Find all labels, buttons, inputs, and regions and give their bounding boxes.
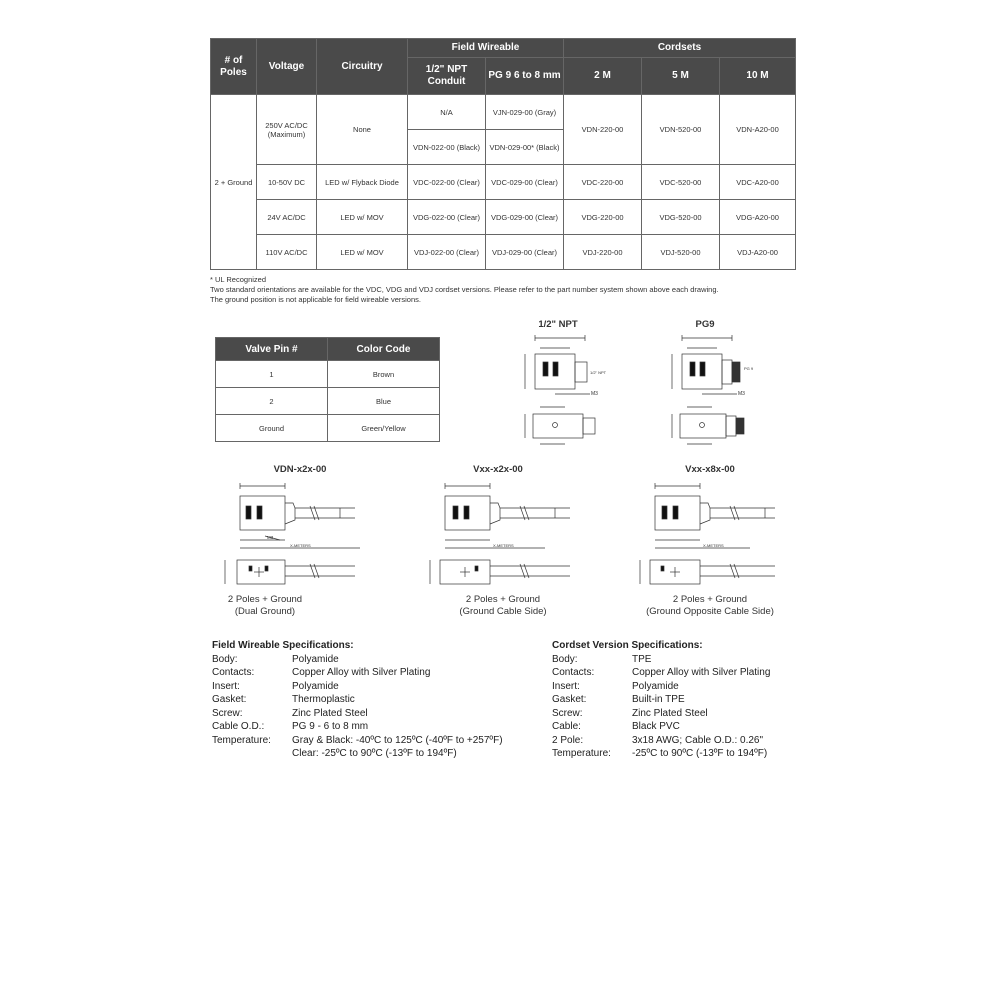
npt-cell: VDN-022-00 (Black)	[408, 130, 486, 165]
spec-value: Gray & Black: -40ºC to 125ºC (-40ºF to +257ºF)	[292, 734, 503, 746]
spec-key: Cable O.D.:	[212, 721, 265, 732]
spec-value: Polyamide	[292, 680, 339, 692]
caption-line: (Dual Ground)	[234, 606, 296, 617]
header-field-wireable: Field Wireable	[408, 39, 564, 58]
spec-key: Contacts:	[552, 667, 595, 678]
cordset-specs-title: Cordset Version Specifications:	[552, 640, 703, 651]
spec-value: TPE	[632, 653, 652, 665]
ground-opposite-side-drawing	[635, 478, 785, 593]
pg9-cell: VDC-029-00 (Clear)	[486, 165, 564, 200]
cordset-10m-cell: VDC-A20-00	[720, 165, 796, 200]
spec-key: Temperature:	[212, 734, 271, 746]
table-notes	[210, 275, 810, 305]
spec-key	[212, 747, 292, 761]
cordset-2m-cell: VDC-220-00	[564, 165, 642, 200]
npt-cell: VDC-022-00 (Clear)	[408, 165, 486, 200]
spec-key: Screw:	[212, 707, 243, 719]
m3-label: M3	[591, 391, 598, 397]
pin-number: 1	[216, 361, 328, 388]
spec-key: Gasket:	[552, 694, 587, 705]
pg9-cell: VJN-029-00 (Gray)	[486, 95, 564, 130]
npt-cell: VDG-022-00 (Clear)	[408, 200, 486, 235]
npt-drawing-title: 1/2" NPT	[538, 319, 578, 330]
pg9-cell: VDN-029-00* (Black)	[486, 130, 564, 165]
m3-label: M3	[267, 535, 274, 540]
cordset-drawing-title: Vxx-x8x-00	[685, 464, 735, 475]
drawing-caption	[630, 594, 790, 618]
pg9-cell: VDG-029-00 (Clear)	[486, 200, 564, 235]
npt-cell: VDJ-022-00 (Clear)	[408, 235, 486, 270]
cordset-2m-cell: VDN-220-00	[564, 95, 642, 165]
pg9-drawing-title: PG9	[695, 319, 715, 330]
caption-line: (Ground Opposite Cable Side)	[646, 606, 774, 617]
spec-value: PG 9 - 6 to 8 mm	[292, 721, 369, 732]
header-poles: # of Poles	[211, 39, 257, 95]
circuitry-cell: None	[317, 95, 408, 165]
cordset-10m-cell: VDJ-A20-00	[720, 235, 796, 270]
spec-value: Clear: -25ºC to 90ºC (-13ºF to 194ºF)	[292, 748, 457, 759]
vdn-cordset-drawing	[215, 478, 365, 593]
spec-key: Temperature:	[552, 748, 611, 759]
npt-cell: N/A	[408, 95, 486, 130]
npt-thread-label: 1/2" NPT	[590, 370, 607, 375]
header-2m: 2 M	[564, 58, 642, 95]
spec-key: Contacts:	[212, 667, 255, 678]
cordset-2m-cell: VDG-220-00	[564, 200, 642, 235]
header-color-code: Color Code	[328, 338, 440, 361]
pin-color-table	[215, 337, 440, 442]
cordset-10m-cell: VDN-A20-00	[720, 95, 796, 165]
cordset-10m-cell: VDG-A20-00	[720, 200, 796, 235]
pin-color: Brown	[328, 361, 440, 388]
pin-color: Green/Yellow	[328, 415, 440, 442]
xmeters-label: X-METERS	[493, 543, 514, 548]
cordset-5m-cell: VDC-520-00	[642, 165, 720, 200]
caption-line: (Ground Cable Side)	[459, 606, 547, 617]
header-circuitry: Circuitry	[317, 39, 408, 95]
spec-value: 3x18 AWG; Cable O.D.: 0.26"	[632, 734, 764, 746]
field-wireable-specs	[212, 639, 542, 761]
pg9-thread-label: PG 9	[744, 366, 754, 371]
spec-key: 2 Pole:	[552, 734, 584, 746]
ground-cable-side-drawing	[425, 478, 575, 593]
cordset-5m-cell: VDN-520-00	[642, 95, 720, 165]
drawing-caption	[428, 594, 578, 618]
spec-key: Body:	[552, 653, 578, 665]
cordset-drawing-title: VDN-x2x-00	[273, 464, 327, 475]
pin-number: Ground	[216, 415, 328, 442]
spec-value: Polyamide	[632, 680, 679, 692]
spec-value: Thermoplastic	[292, 694, 355, 705]
voltage-cell: 10-50V DC	[257, 165, 317, 200]
note-ground: The ground position is not applicable for field wireable versions.	[210, 295, 421, 304]
spec-key: Cable:	[552, 721, 581, 732]
header-10m: 10 M	[720, 58, 796, 95]
spec-key: Screw:	[552, 707, 583, 719]
voltage-cell: 110V AC/DC	[257, 235, 317, 270]
spec-key: Insert:	[552, 680, 580, 692]
field-specs-title: Field Wireable Specifications:	[212, 640, 354, 651]
spec-key: Insert:	[212, 680, 240, 692]
spec-key: Body:	[212, 653, 238, 665]
xmeters-label: X-METERS	[290, 543, 311, 548]
caption-line: 2 Poles + Ground	[672, 594, 748, 605]
circuitry-cell: LED w/ Flyback Diode	[317, 165, 408, 200]
header-npt: 1/2" NPT Conduit	[408, 58, 486, 95]
spec-value: Copper Alloy with Silver Plating	[632, 667, 771, 678]
npt-connector-drawing	[505, 332, 615, 447]
spec-value: Polyamide	[292, 653, 339, 665]
spec-key: Gasket:	[212, 694, 247, 705]
part-number-table	[210, 38, 796, 270]
m3-label: M3	[738, 391, 745, 397]
spec-value: -25ºC to 90ºC (-13ºF to 194ºF)	[632, 748, 768, 759]
spec-value: Zinc Plated Steel	[292, 707, 368, 719]
spec-value: Copper Alloy with Silver Plating	[292, 667, 431, 678]
header-5m: 5 M	[642, 58, 720, 95]
header-pg9: PG 9 6 to 8 mm	[486, 58, 564, 95]
header-cordsets: Cordsets	[564, 39, 796, 58]
cordset-2m-cell: VDJ-220-00	[564, 235, 642, 270]
note-ul: * UL Recognized	[210, 275, 267, 284]
circuitry-cell: LED w/ MOV	[317, 235, 408, 270]
spec-value: Black PVC	[632, 721, 680, 732]
pg9-connector-drawing	[652, 332, 762, 447]
drawing-caption	[200, 594, 330, 618]
cordset-version-specs	[552, 639, 802, 761]
cordset-5m-cell: VDJ-520-00	[642, 235, 720, 270]
circuitry-cell: LED w/ MOV	[317, 200, 408, 235]
spec-value: Built-in TPE	[632, 694, 685, 705]
header-voltage: Voltage	[257, 39, 317, 95]
pin-color: Blue	[328, 388, 440, 415]
voltage-cell: 250V AC/DC (Maximum)	[257, 95, 317, 165]
spec-value: Zinc Plated Steel	[632, 707, 708, 719]
caption-line: 2 Poles + Ground	[227, 594, 303, 605]
header-valve-pin: Valve Pin #	[216, 338, 328, 361]
cordset-drawing-title: Vxx-x2x-00	[473, 464, 523, 475]
note-orientation: Two standard orientations are available for the VDC, VDG and VDJ cordset versions. Please refer to the part number system shown above each drawing.	[210, 285, 719, 294]
poles-cell: 2 + Ground	[211, 95, 257, 270]
xmeters-label: X-METERS	[703, 543, 724, 548]
voltage-cell: 24V AC/DC	[257, 200, 317, 235]
pg9-cell: VDJ-029-00 (Clear)	[486, 235, 564, 270]
caption-line: 2 Poles + Ground	[465, 594, 541, 605]
pin-number: 2	[216, 388, 328, 415]
cordset-5m-cell: VDG-520-00	[642, 200, 720, 235]
